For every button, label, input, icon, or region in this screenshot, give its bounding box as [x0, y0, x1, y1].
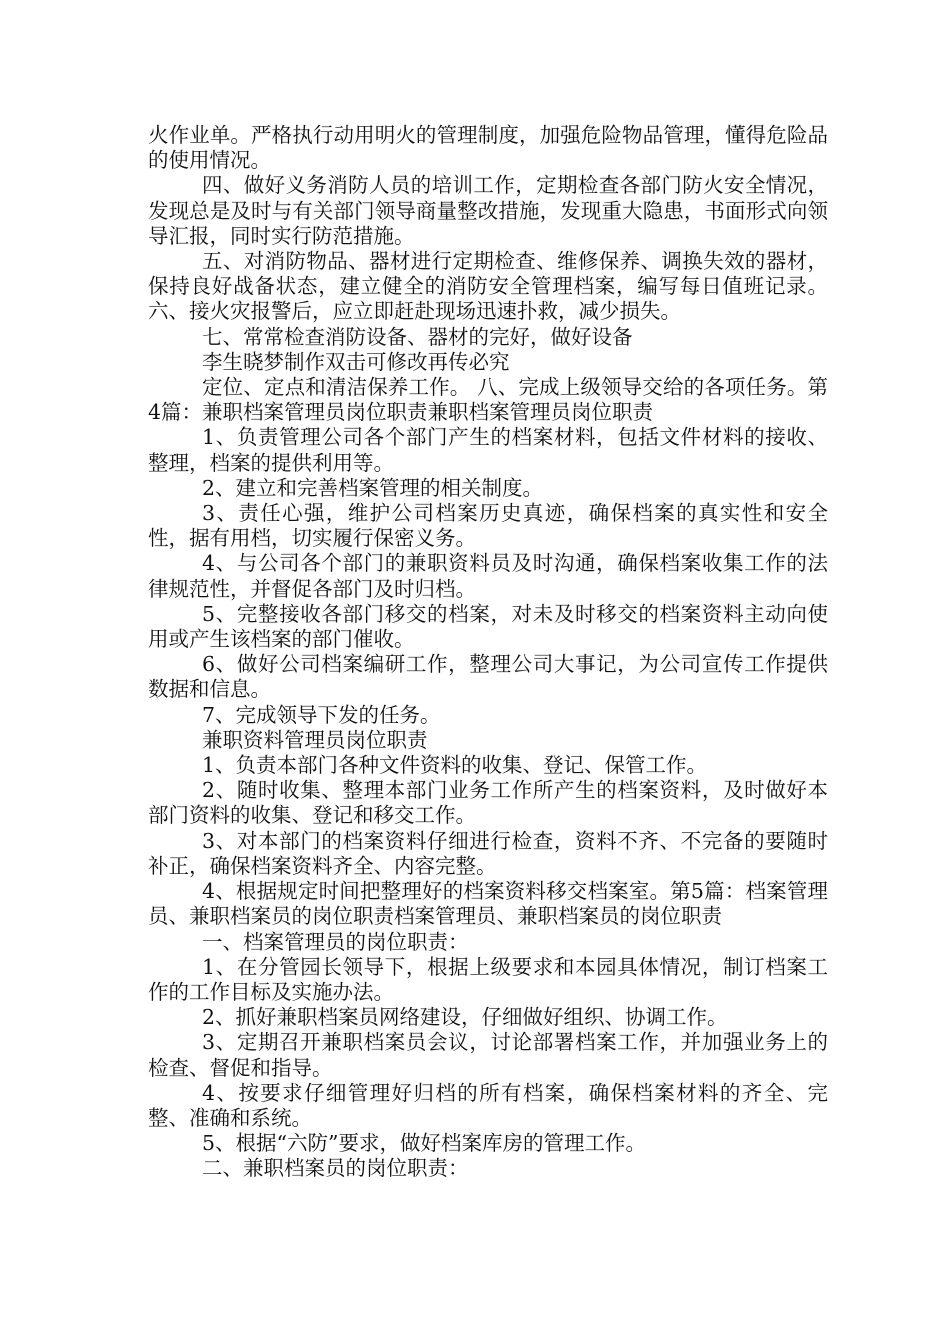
paragraph: 3、对本部门的档案资料仔细进行检查，资料不齐、不完备的要随时补正，确保档案资料齐全、内容完整。: [148, 828, 828, 878]
paragraph: 1、负责管理公司各个部门产生的档案材料，包括文件材料的接收、整理，档案的提供利用等。: [148, 425, 828, 475]
paragraph: 4、按要求仔细管理好归档的所有档案，确保档案材料的齐全、完整、准确和系统。: [148, 1080, 828, 1130]
paragraph: 一、档案管理员的岗位职责：: [202, 929, 469, 954]
paragraph: 5、根据“六防”要求，做好档案库房的管理工作。: [202, 1131, 647, 1156]
paragraph: 四、做好义务消防人员的培训工作，定期检查各部门防火安全情况，发现总是及时与有关部门领导商量整改措施，发现重大隐患，书面形式向领导汇报，同时实行防范措施。: [148, 173, 828, 248]
paragraph: 1、负责本部门各种文件资料的收集、登记、保管工作。: [202, 753, 708, 778]
paragraph: 2、建立和完善档案管理的相关制度。: [202, 475, 544, 500]
paragraph: 2、抓好兼职档案员网络建设，仔细做好组织、协调工作。: [202, 1005, 728, 1030]
paragraph: 5、完整接收各部门移交的档案，对未及时移交的档案资料主动向使用或产生该档案的部门催收。: [148, 601, 828, 652]
paragraph: 李生晓梦制作双击可修改再传必究: [202, 349, 510, 374]
paragraph: 6、做好公司档案编研工作，整理公司大事记，为公司宣传工作提供数据和信息。: [148, 652, 828, 702]
paragraph: 火作业单。严格执行动用明火的管理制度，加强危险物品管理，懂得危险品的使用情况。: [148, 123, 828, 173]
paragraph: 3、责任心强，维护公司档案历史真迹，确保档案的真实性和安全性，据有用档，切实履行保密义务。: [148, 501, 828, 551]
paragraph: 定位、定点和清洁保养工作。 八、完成上级领导交给的各项任务。第4篇：兼职档案管理员岗位职责兼职档案管理员岗位职责: [148, 375, 828, 425]
document-body: [148, 123, 828, 1182]
paragraph: 1、在分管园长领导下，根据上级要求和本园具体情况，制订档案工作的工作目标及实施办法。: [148, 954, 828, 1004]
paragraph: 4、根据规定时间把整理好的档案资料移交档案室。第5篇：档案管理员、兼职档案员的岗位职责档案管理员、兼职档案员的岗位职责: [148, 879, 828, 929]
paragraph: 7、完成领导下发的任务。: [202, 702, 441, 727]
paragraph: 二、兼职档案员的岗位职责：: [202, 1156, 469, 1181]
paragraph: 2、随时收集、整理本部门业务工作所产生的档案资料，及时做好本部门资料的收集、登记和移交工作。: [148, 778, 828, 828]
paragraph: 兼职资料管理员岗位职责: [202, 727, 428, 752]
paragraph: 3、定期召开兼职档案员会议，讨论部署档案工作，并加强业务上的检查、督促和指导。: [148, 1030, 828, 1080]
paragraph: 4、与公司各个部门的兼职资料员及时沟通，确保档案收集工作的法律规范性，并督促各部门及时归档。: [148, 551, 828, 601]
paragraph: 五、对消防物品、器材进行定期检查、维修保养、调换失效的器材，保持良好战备状态，建立健全的消防安全管理档案，编写每日值班记录。 六、接火灾报警后，应立即赶赴现场迅速扑救，减少损失。: [148, 249, 828, 324]
paragraph: 七、常常检查消防设备、器材的完好，做好设备: [202, 324, 633, 349]
